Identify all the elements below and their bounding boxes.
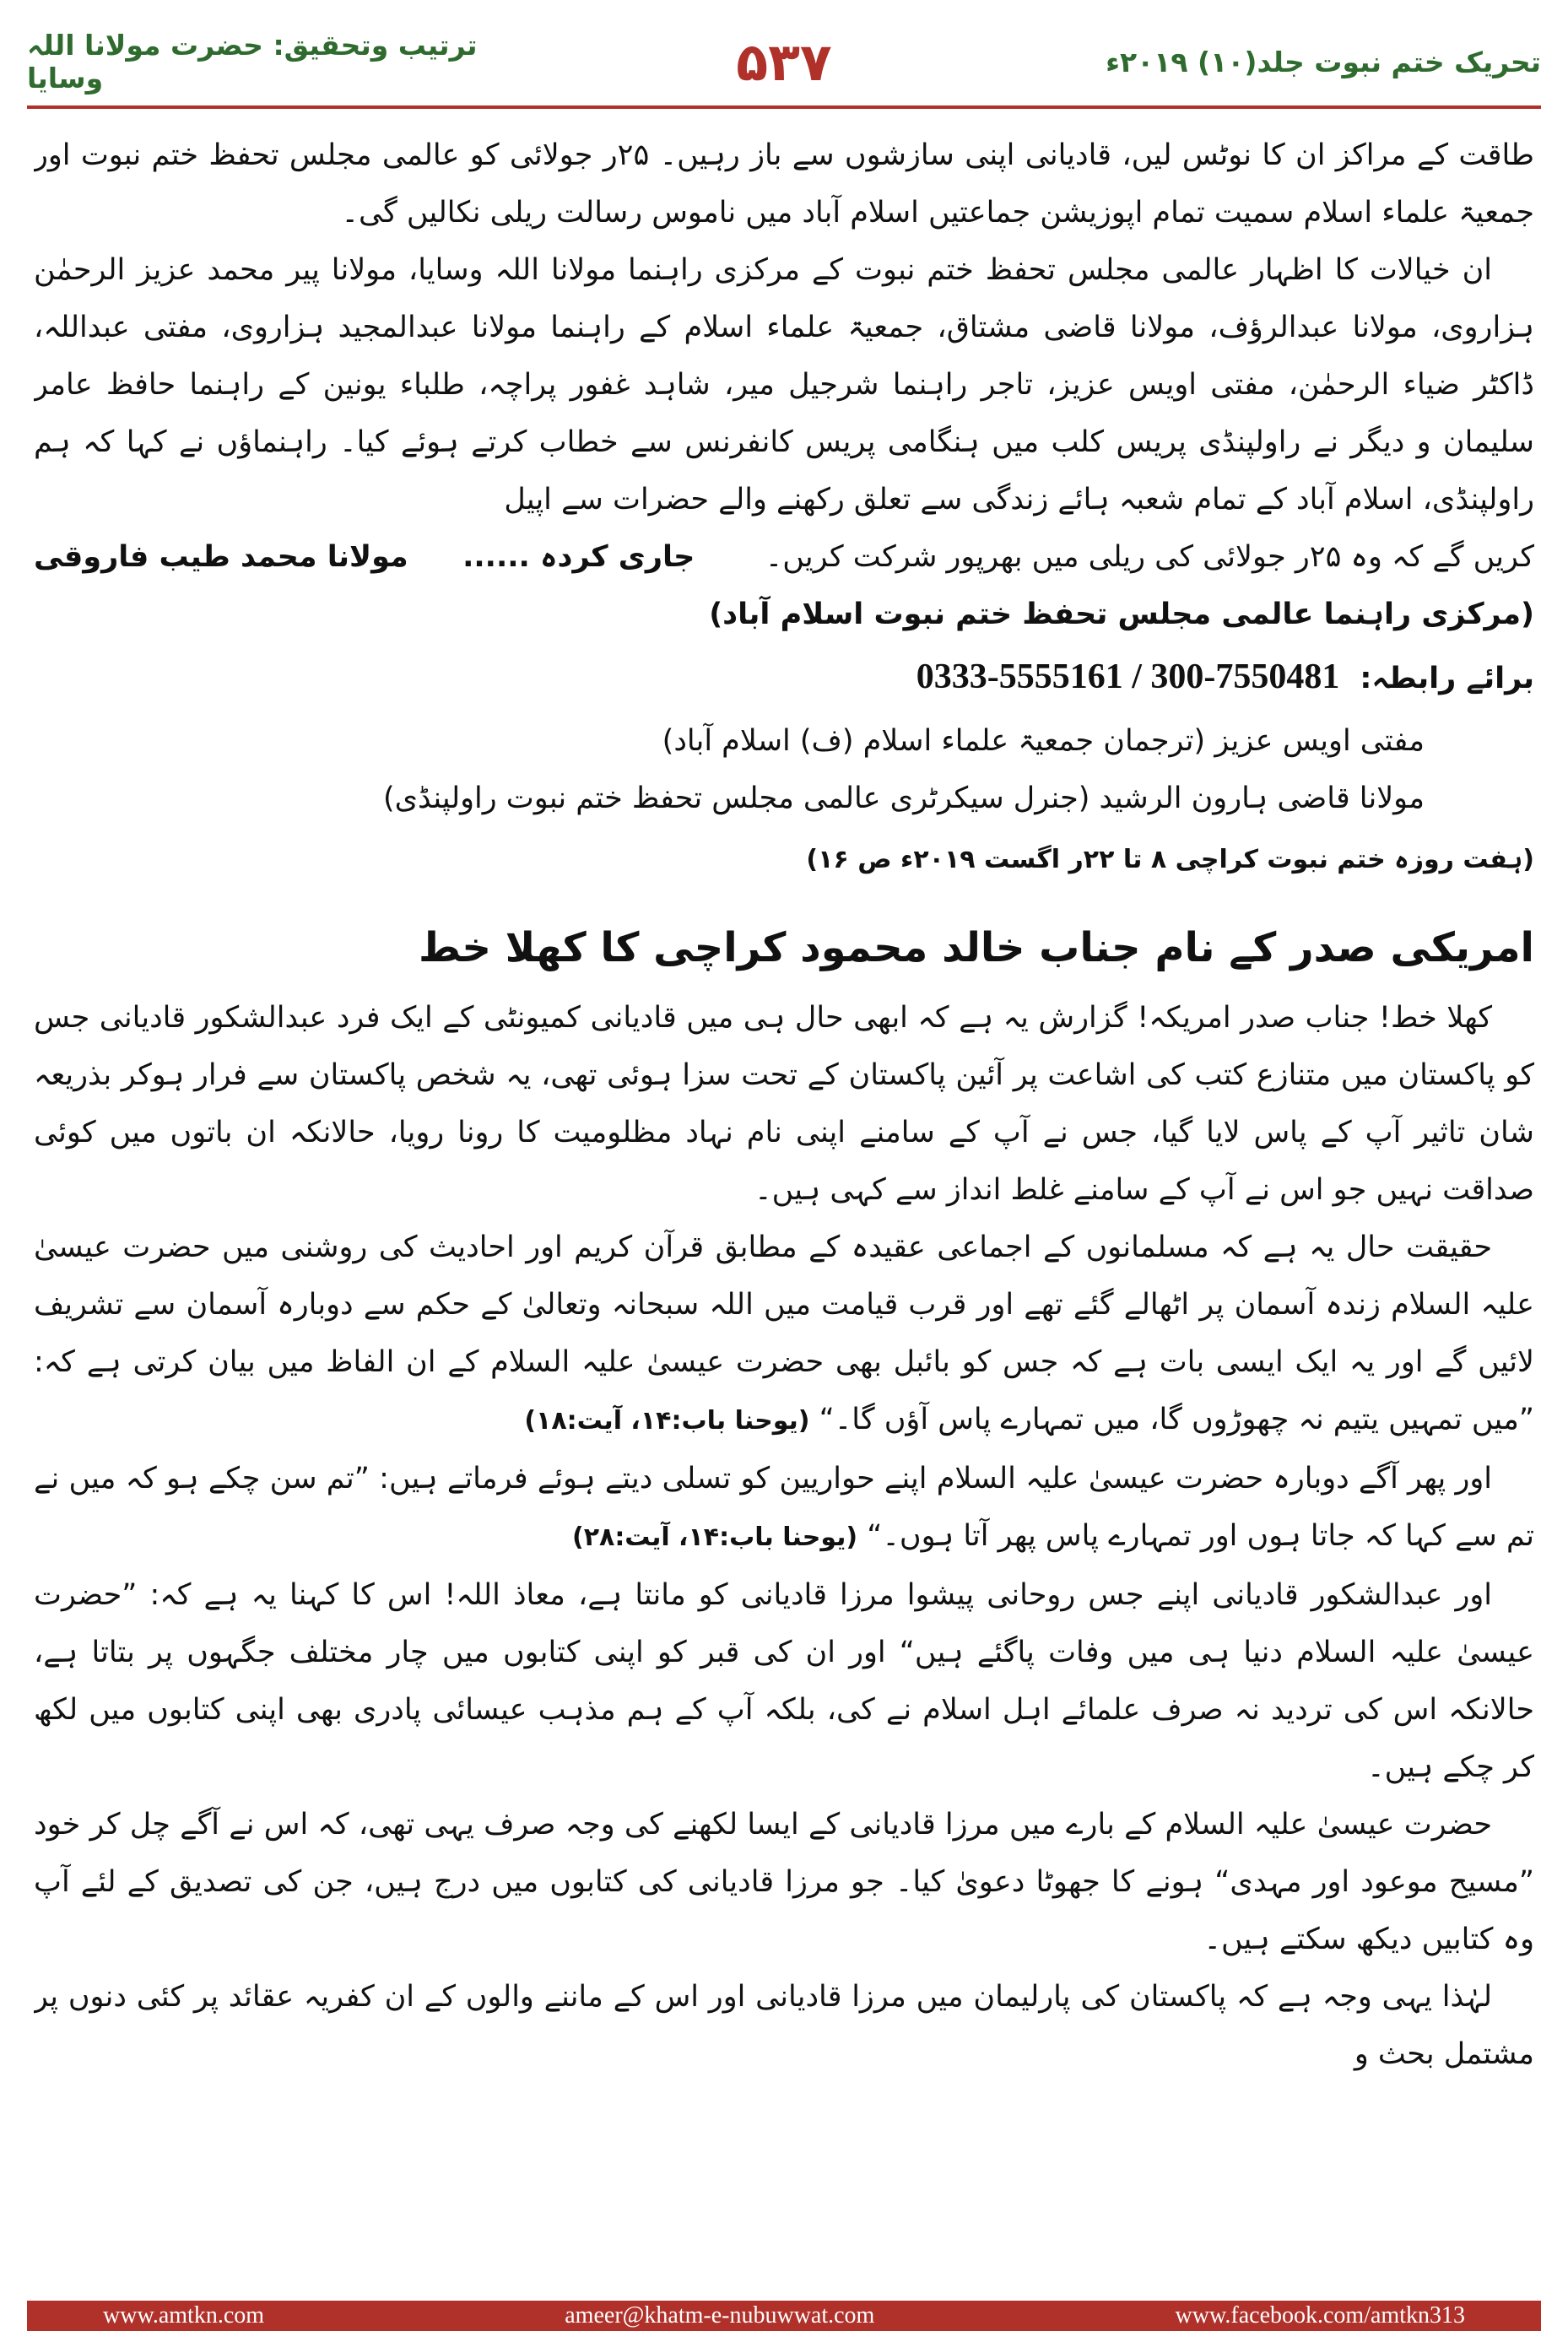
letter-paragraph-5: حضرت عیسیٰ علیہ السلام کے بارے میں مرزا قادیانی کے ایسا لکھنے کی وجہ صرف یہی تھی، کہ اس نے آگے چل کر خود ”مسیح موعود اور مہدی“ ہونے کا جھوٹا دعویٰ کیا۔ جو مرزا قادیانی کی کتابوں میں درج ہیں، جن کی تصدیق کے لئے آپ وہ کتابیں دیکھ سکتے ہیں۔ [34, 1808, 1534, 1956]
contact-phones: 0333-5555161 / 300-7550481 [916, 657, 1340, 696]
header-book-title: تحریک ختم نبوت جلد(۱۰) ۲۰۱۹ء [1106, 45, 1541, 78]
article-heading: امریکی صدر کے نام جناب خالد محمود کراچی کا کھلا خط [418, 924, 1534, 971]
footer-website-link[interactable]: www.amtkn.com [103, 2302, 265, 2328]
letter-paragraph-3-text: اور پھر آگے دوبارہ حضرت عیسیٰ علیہ السلام اپنے حواریین کو تسلی دیتے ہوئے فرماتے ہیں: ”تم سن چکے ہو کہ میں نے تم سے کہا کہ جاتا ہوں اور تمہارے پاس پھر آتا ہوں۔“ [34, 1462, 1534, 1553]
contact-label: برائے رابطہ: [1360, 662, 1534, 695]
header-compiler: ترتیب وتحقیق: حضرت مولانا اللہ وسایا [27, 29, 478, 95]
letter-paragraph-2-text: حقیقت حال یہ ہے کہ مسلمانوں کے اجماعی عقیدہ کے مطابق قرآن کریم اور احادیث کی روشنی میں حضرت عیسیٰ علیہ السلام زندہ آسمان پر اٹھالے گئے تھے اور قرب قیامت میں اللہ سبحانہ وتعالیٰ کے حکم سے دوبارہ آسمان سے تشریف لائیں گے اور یہ ایک ایسی بات ہے کہ جس کو بائبل بھی حضرت عیسیٰ علیہ السلام کے ان الفاظ میں بیان کرتی ہے کہ: ”میں تمہیں یتیم نہ چھوڑوں گا، میں تمہارے پاس آؤں گا۔“ [34, 1230, 1534, 1436]
letter-paragraph-4: اور عبدالشکور قادیانی اپنے جس روحانی پیشوا مرزا قادیانی کو مانتا ہے، معاذ اللہ! اس کا کہنا یہ ہے کہ: ”حضرت عیسیٰ علیہ السلام دنیا ہی میں وفات پاگئے ہیں“ اور ان کی قبر کو اپنی کتابوں میں چار مختلف جگہوں پر بتاتا ہے، حالانکہ اس کی تردید نہ صرف علمائے اہل اسلام نے کی، بلکہ آپ کے ہم مذہب عیسائی پادری بھی اپنی کتابوں میں لکھ کر چکے ہیں۔ [34, 1578, 1534, 1784]
page-header [27, 29, 1541, 95]
paragraph-1: طاقت کے مراکز ان کا نوٹس لیں، قادیانی اپنی سازشوں سے باز رہیں۔ ۲۵ر جولائی کو عالمی مجلس تحفظ ختم نبوت اور جمعیۃ علماء اسلام سمیت تمام اپوزیشن جماعتیں اسلام آباد میں ناموس رسالت ریلی نکالیں گی۔ [34, 138, 1534, 230]
letter-paragraph-1: کھلا خط! جناب صدر امریکہ! گزارش یہ ہے کہ ابھی حال ہی میں قادیانی کمیونٹی کے ایک فرد عبدالشکور قادیانی جس کو پاکستان میں متنازع کتب کی اشاعت پر آئین پاکستان کے تحت سزا ہوئی تھی، یہ شخص پاکستان سے فرار ہوکر بذریعہ شان تاثیر آپ کے پاس لایا گیا، جس نے آپ کے سامنے اپنی نام نہاد مظلومیت کا رونا رویا، حالانکہ ان باتوں میں کوئی صداقت نہیں جو اس نے آپ کے سامنے غلط انداز سے کہی ہیں۔ [34, 1001, 1534, 1207]
paragraph-2-end: کریں گے کہ وہ ۲۵ر جولائی کی ریلی میں بھرپور شرکت کریں۔ [765, 540, 1534, 574]
letter-paragraph-3 [34, 1450, 1534, 1566]
contact-row [34, 643, 1534, 712]
issuer-line [34, 528, 695, 586]
bible-reference-1: (یوحنا باب:۱۴، آیت:۱۸) [524, 1406, 810, 1436]
letter-paragraph-6: لہٰذا یہی وجہ ہے کہ پاکستان کی پارلیمان میں مرزا قادیانی اور اس کے ماننے والوں کے ان کفریہ عقائد پر کئی دنوں پر مشتمل بحث و [34, 1980, 1534, 2071]
contact-person-1: مفتی اویس عزیز (ترجمان جمعیۃ علماء اسلام (ف) اسلام آباد) [662, 724, 1425, 758]
signer-organization: (مرکزی راہنما عالمی مجلس تحفظ ختم نبوت اسلام آباد) [709, 598, 1534, 631]
bible-reference-2: (یوحنا باب:۱۴، آیت:۲۸) [571, 1523, 858, 1552]
contact-person-2: مولانا قاضی ہارون الرشید (جنرل سیکرٹری عالمی مجلس تحفظ ختم نبوت راولپنڈی) [382, 782, 1425, 815]
paragraph-2-last-line [34, 528, 1534, 586]
footer-facebook-link[interactable]: www.facebook.com/amtkn313 [1175, 2302, 1465, 2328]
page-number: ۵۳۷ [736, 30, 832, 93]
source-citation: (ہفت روزہ ختم نبوت کراچی ۸ تا ۲۲ر اگست ۲۰۱۹ء ص ۱۶) [806, 845, 1534, 874]
paragraph-2: ان خیالات کا اظہار عالمی مجلس تحفظ ختم نبوت کے مرکزی راہنما مولانا اللہ وسایا، مولانا پیر محمد عزیز الرحمٰن ہزاروی، مولانا عبدالرؤف، مولانا قاضی مشتاق، جمعیۃ علماء اسلام کے راہنما مولانا عبدالمجید ہزاروی، مفتی عبداللہ، ڈاکٹر ضیاء الرحمٰن، مفتی اویس عزیز، تاجر راہنما شرجیل میر، شاہد غفور پراچہ، طلباء یونین کے راہنما حافظ عامر سلیمان و دیگر نے راولپنڈی پریس کلب میں ہنگامی پریس کانفرنس سے خطاب کرتے ہوئے کیا۔ راہنماؤں نے کہا کہ ہم راولپنڈی، اسلام آباد کے تمام شعبہ ہائے زندگی سے تعلق رکھنے والے حضرات سے اپیل [34, 253, 1534, 517]
header-divider [27, 105, 1541, 109]
article-body [34, 127, 1534, 2270]
page-footer [27, 2301, 1541, 2331]
letter-paragraph-2 [34, 1219, 1534, 1450]
issued-by-label: جاری کردہ ...... [462, 540, 695, 574]
footer-email-link[interactable]: ameer@khatm-e-nubuwwat.com [565, 2302, 875, 2328]
signer-name: مولانا محمد طیب فاروقی [34, 540, 408, 574]
